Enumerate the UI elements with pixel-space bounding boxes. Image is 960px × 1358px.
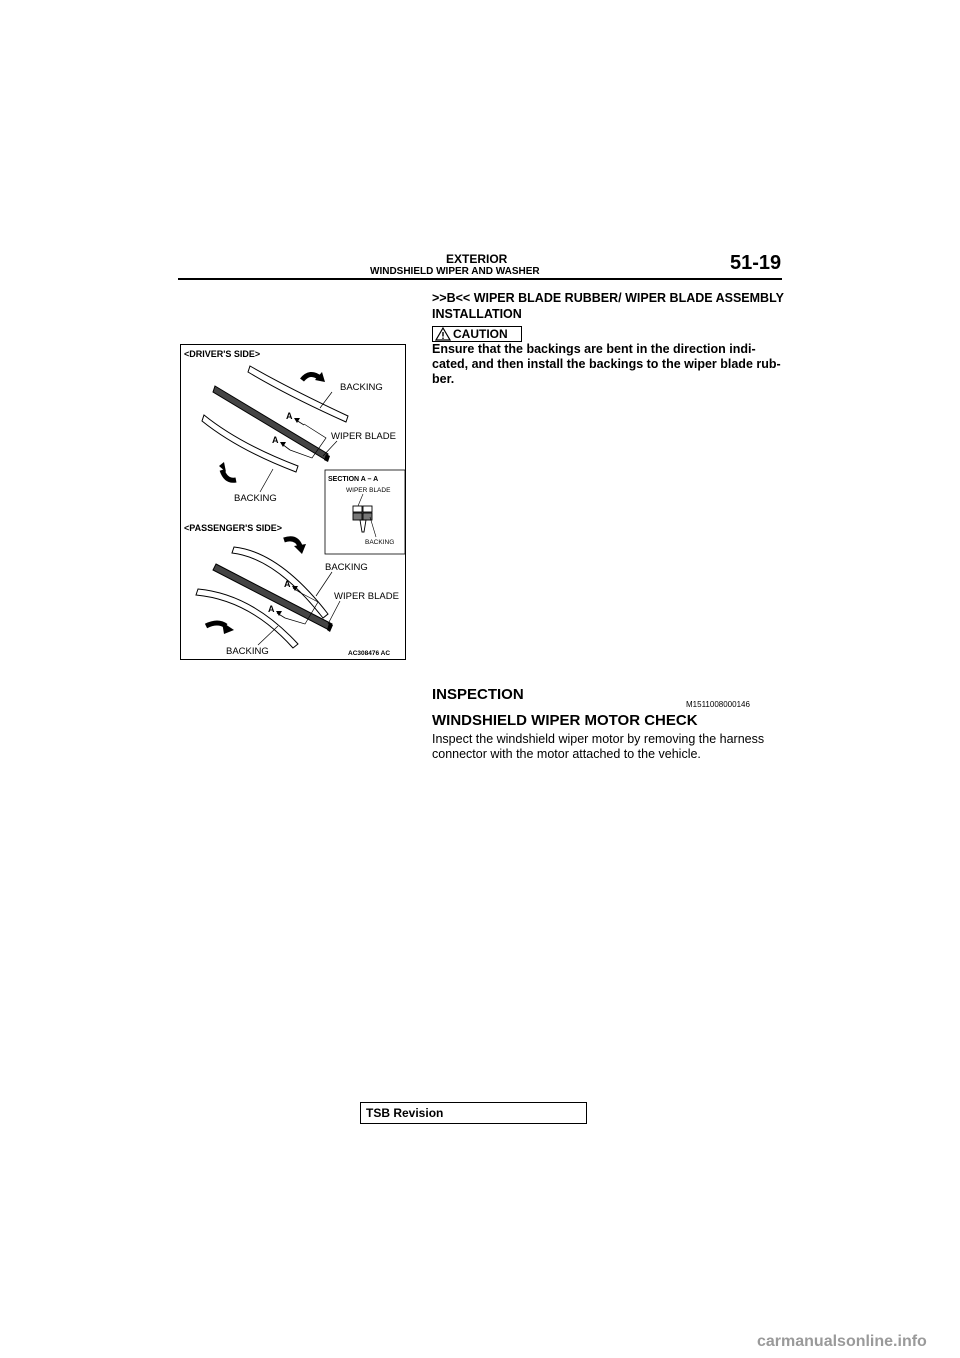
caution-badge (432, 326, 522, 342)
watermark-text: carmanualsonline.info (757, 1333, 927, 1350)
caution-label: CAUTION (453, 327, 508, 341)
section-inset-wiper-label: WIPER BLADE (346, 487, 391, 494)
tsb-revision-box (360, 1102, 587, 1124)
drivers-backing-label-lower: BACKING (234, 493, 277, 504)
caution-text: Ensure that the backings are bent in the direction indi-cated, and then install the backings to the wiper blade rub-ber. (432, 342, 781, 386)
drivers-backing-label-upper: BACKING (340, 382, 383, 393)
passengers-wiper-blade-label: WIPER BLADE (334, 591, 399, 602)
passengers-backing-label-lower: BACKING (226, 646, 269, 657)
inspection-text: Inspect the windshield wiper motor by removing the harness connector with the motor attached to the vehicle. (432, 732, 765, 761)
figure-code: AC308476 AC (348, 650, 391, 657)
page-number: 51-19 (730, 252, 782, 274)
header-rule (178, 278, 782, 280)
section-code: M1511008000146 (686, 700, 750, 709)
passengers-backing-label-upper: BACKING (325, 562, 368, 573)
section-inset-title: SECTION A – A (328, 476, 379, 483)
drivers-wiper-blade-label: WIPER BLADE (331, 431, 396, 442)
header-section-title: EXTERIOR (446, 252, 508, 266)
section-inset-backing-label: BACKING (365, 539, 395, 546)
passengers-side-label: <PASSENGER'S SIDE> (184, 523, 283, 533)
drivers-section-mark-lower: A (272, 435, 279, 445)
wiper-backing-figure (180, 344, 406, 660)
tsb-revision-label: TSB Revision (366, 1106, 444, 1120)
passengers-section-mark-upper: A (284, 579, 291, 589)
drivers-side-label: <DRIVER'S SIDE> (184, 349, 261, 359)
section-heading-inspection: INSPECTION (432, 686, 524, 703)
step-title: >>B<< WIPER BLADE RUBBER/ WIPER BLADE ASSEMBLY INSTALLATION (432, 291, 784, 321)
subheading-wiper-motor-check: WINDSHIELD WIPER MOTOR CHECK (432, 712, 698, 729)
warning-triangle-icon (435, 327, 451, 341)
drivers-section-mark-upper: A (286, 411, 293, 421)
passengers-section-mark-lower: A (268, 604, 275, 614)
header-subsection-title: WINDSHIELD WIPER AND WASHER (370, 266, 540, 277)
